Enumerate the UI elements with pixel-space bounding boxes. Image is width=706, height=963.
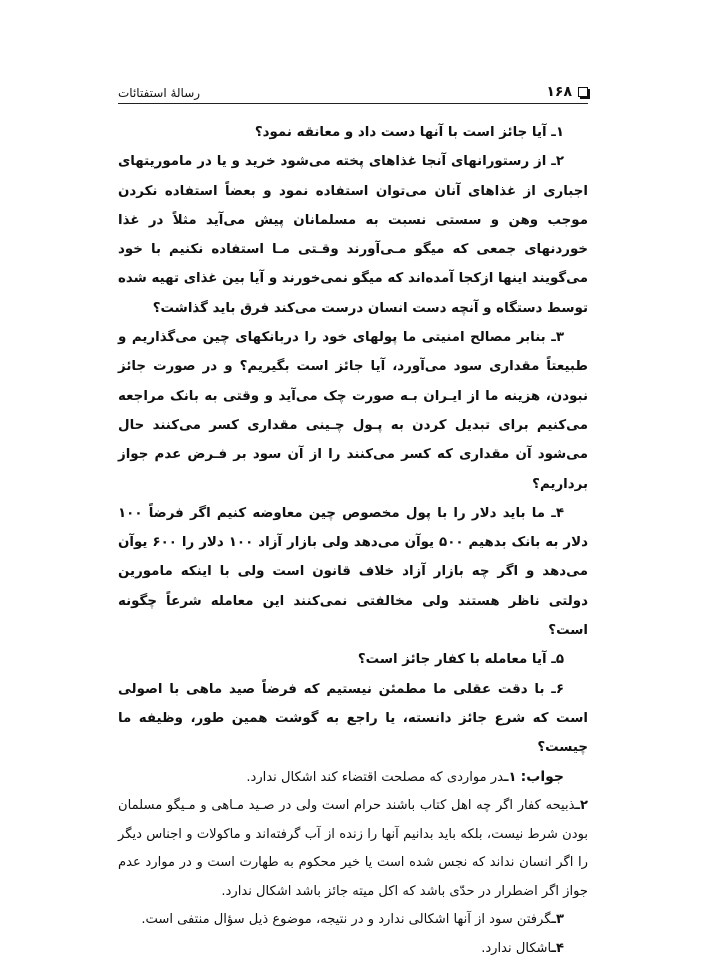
- answer-4-number: ۴ـ: [551, 940, 564, 956]
- page-body: [118, 118, 588, 963]
- answer-1-number: ۱ـ: [504, 769, 517, 785]
- answer-1-text: در مواردی که مصلحت اقتضاء کند اشکال ندارد.: [246, 769, 504, 785]
- question-2: ۲ـ از رستورانهای آنجا غذاهای پخته می‌شود خرید و یا در ماموریتهای اجباری از غذاهای آنان می‌توان استفاده نمود و بعضاً استفاده نکردن موجب وهن و سستی نسبت به مسلمانان پیش می‌آید مثلاً در غذا خوردنهای جمعی که میگو مـی‌آورند وقـتی مـا استفاده نکنیم با خود می‌گویند اینها ازکجا آمده‌اند که میگو نمی‌خورند و آیا بین غذای تهیه شده توسط دستگاه و آنچه دست انسان درست می‌کند فرق باید گذاشت؟: [118, 154, 588, 316]
- answer-2: [118, 792, 588, 906]
- answer-1: [118, 763, 588, 793]
- question-1: ۱ـ آیا جائز است با آنها دست داد و معانقه نمود؟: [254, 125, 564, 140]
- page-number: ۱۶۸: [546, 84, 572, 100]
- page-header: [118, 78, 588, 104]
- running-title: رسالهٔ استفتائات: [118, 86, 201, 100]
- answer-2-number: ۲ـ: [575, 798, 588, 814]
- page-number-block: [546, 84, 588, 100]
- question-4: ۴ـ ما باید دلار را با پول مخصوص چین معاوضه کنیم اگر فرضاً ۱۰۰ دلار به بانک بدهیم ۵۰۰ یوآن می‌دهد ولی بازار آزاد ۱۰۰ دلار را ۶۰۰ یوآن می‌دهد و اگر چه بازار آزاد خلاف قانون است ولی با اینکه مامورین دولتی ناظر هستند ولی مخالفتی نمی‌کنند این معامله شرعاً چگونه است؟: [118, 505, 588, 639]
- answer-3-number: ۳ـ: [551, 912, 564, 928]
- answer-3: [118, 906, 588, 935]
- question-3: ۳ـ بنابر مصالح امنیتی ما پولهای خود را دربانکهای چین می‌گذاریم و طبیعتاً مقداری سود می‌آورد، آیا جائز است بگیریم؟ و در صورت جائز نبودن، هزینه ما از ایـران بـه صورت چک می‌آید و وقتی به بانک مراجعه می‌کنیم برای تبدیل کردن به پـول چـینی مقداری کسر می‌کنند حال می‌شود آن مقداری که کسر می‌کنند را از آن سود بر فـرض عدم جواز برداریم؟: [118, 330, 588, 492]
- question-6: ۶ـ با دقت عقلی ما مطمئن نیستیم که فرضاً صید ماهی با اصولی است که شرع جائز دانسته، یا راجع به گوشت همین طور، وظیفه ما چیست؟: [118, 681, 588, 756]
- square-bullet-icon: [578, 87, 588, 97]
- question-5: ۵ـ آیا معامله با کفار جائز است؟: [357, 652, 564, 668]
- answer-label: جواب:: [520, 768, 564, 785]
- answer-2-text: ذبیحه کفار اگر چه اهل کتاب باشند حرام است ولی در صـید مـاهی و مـیگو مسلمان بودن شرط نیست، بلکه باید بدانیم آنها را زنده از آب گرفته‌اند و ماکولات و اجناس دیگر را اگر انسان نداند که نجس شده است یا خیر محکوم به طهارت است و در موارد عدم جواز اگر اضطرار در حدّی باشد که اکل میته جائز باشد اشکال ندارد.: [118, 798, 588, 899]
- answer-4-text: اشکال ندارد.: [481, 940, 552, 956]
- answer-3-text: گرفتن سود از آنها اشکالی ندارد و در نتیجه، موضوع ذیل سؤال منتفی است.: [141, 912, 552, 928]
